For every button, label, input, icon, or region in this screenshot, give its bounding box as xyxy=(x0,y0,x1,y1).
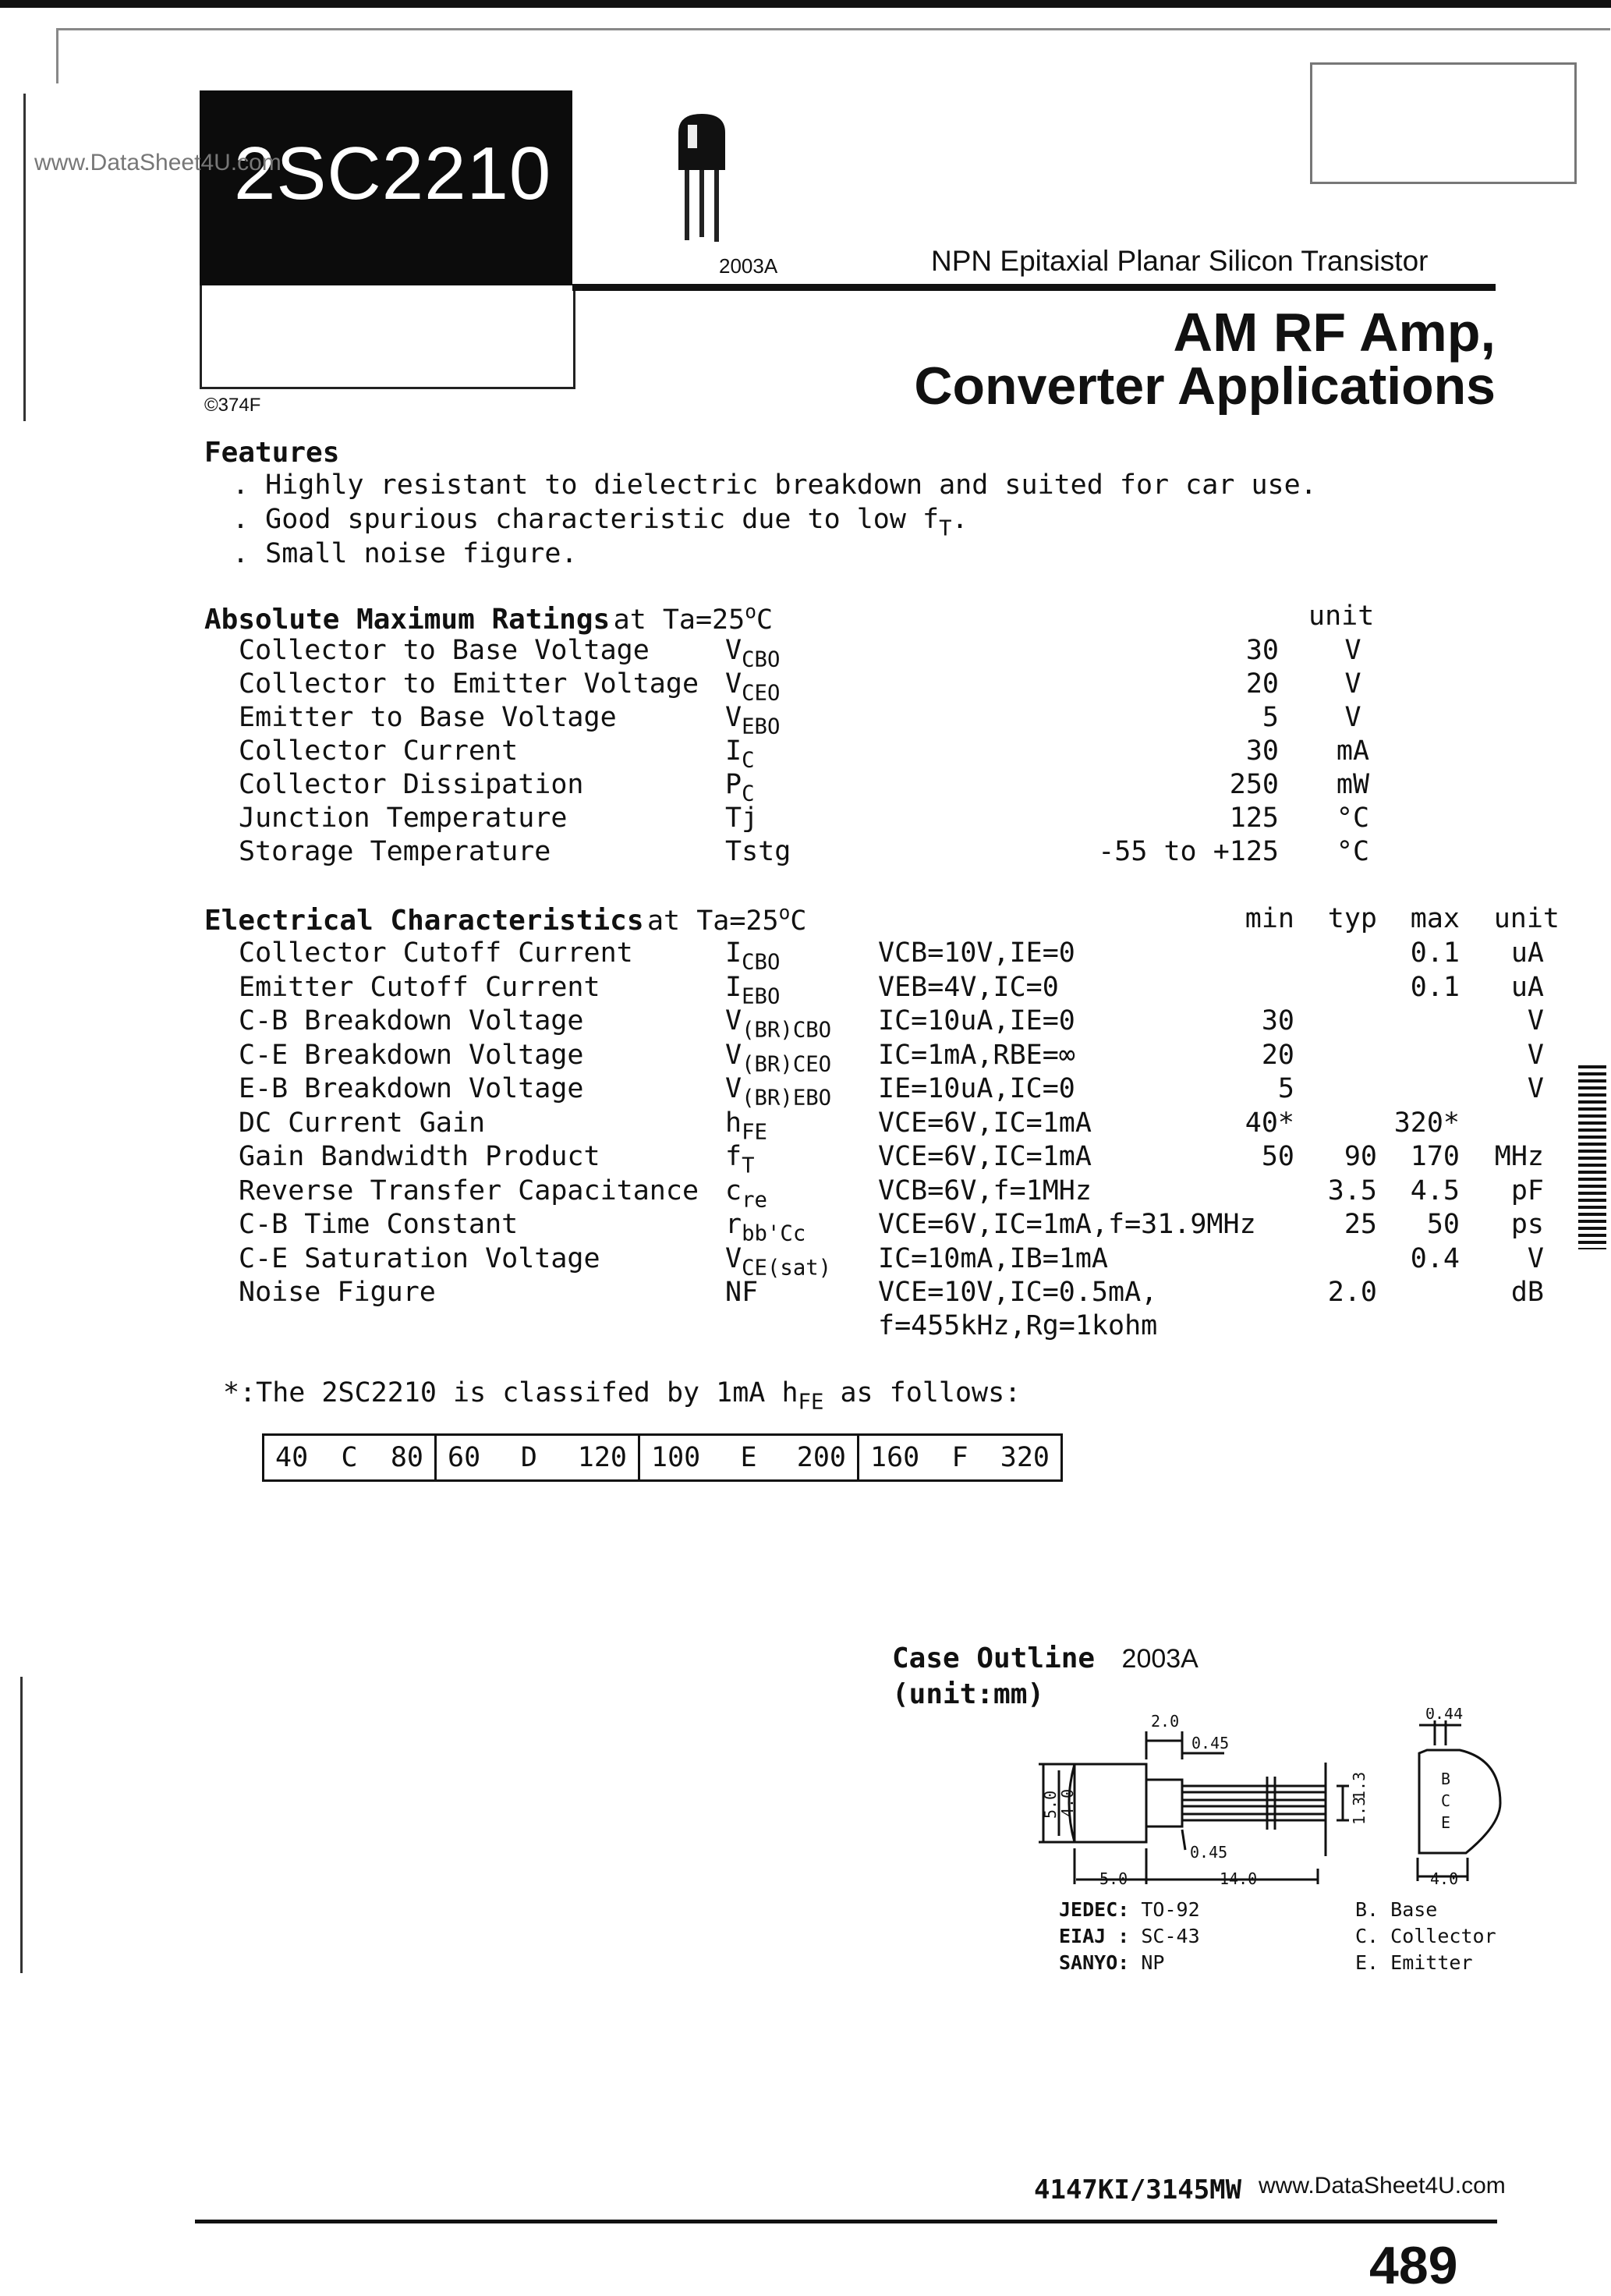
rating-value: 30 xyxy=(1245,635,1279,666)
cond-end: C xyxy=(756,604,774,636)
rank-hi: 320 xyxy=(1000,1442,1050,1473)
title-line-2: Converter Applications xyxy=(914,356,1496,416)
device-description: NPN Epitaxial Planar Silicon Transistor xyxy=(931,245,1429,277)
char-symbol xyxy=(725,1073,832,1111)
char-symbol xyxy=(725,1209,806,1246)
char-name: Emitter Cutoff Current xyxy=(239,972,600,1003)
rank-letter: C xyxy=(341,1442,358,1473)
symbol-sub: bb'Cc xyxy=(742,1221,806,1246)
char-min: 30 xyxy=(1261,1005,1294,1036)
symbol-main: h xyxy=(725,1107,742,1139)
std-value: TO-92 xyxy=(1141,1898,1200,1921)
left-edge-mark xyxy=(23,94,26,421)
footer-watermark: www.DataSheet4U.com xyxy=(1259,2173,1506,2199)
features-heading: Features xyxy=(204,437,340,469)
watermark: www.DataSheet4U.com xyxy=(34,150,281,175)
subtitle-box xyxy=(200,285,575,389)
symbol-sub: (BR)EBO xyxy=(742,1086,832,1111)
dim-label: 0.44 xyxy=(1425,1708,1464,1723)
rating-unit: mA xyxy=(1336,735,1370,767)
rating-value: 30 xyxy=(1245,735,1279,767)
title-line-1: AM RF Amp, xyxy=(1173,302,1496,363)
symbol-main: V xyxy=(725,668,742,700)
char-max: 50 xyxy=(1426,1209,1460,1240)
char-unit: dB xyxy=(1510,1277,1544,1308)
char-unit: MHz xyxy=(1494,1141,1544,1172)
char-condition: VCE=6V,IC=1mA,f=31.9MHz xyxy=(878,1209,1256,1240)
std-row xyxy=(1059,1950,1200,1976)
rating-name: Collector Current xyxy=(239,735,519,767)
dim-label: 1.3 xyxy=(1350,1771,1368,1800)
char-name: Noise Figure xyxy=(239,1277,436,1308)
symbol-main: V xyxy=(725,1243,742,1274)
char-name: C-E Breakdown Voltage xyxy=(239,1040,584,1071)
cond-end: C xyxy=(790,905,807,937)
feature-end: . xyxy=(951,504,968,535)
char-min: 20 xyxy=(1261,1040,1294,1071)
feature-item: . Highly resistant to dielectric breakdown and suited for car use. xyxy=(232,469,1317,501)
rating-value: 250 xyxy=(1229,769,1279,800)
legend-item: C. Collector xyxy=(1355,1925,1496,1947)
symbol-main: I xyxy=(725,972,742,1003)
symbol-sub: re xyxy=(742,1188,767,1213)
char-name: E-B Breakdown Voltage xyxy=(239,1073,584,1104)
char-typ: 2.0 xyxy=(1327,1277,1377,1308)
dim-label: 4.0 xyxy=(1430,1869,1459,1888)
dim-label: 14.0 xyxy=(1220,1869,1258,1888)
char-max: 170 xyxy=(1410,1141,1460,1172)
char-typ: 25 xyxy=(1344,1209,1377,1240)
symbol-sub: FE xyxy=(742,1120,767,1145)
symbol-main: f xyxy=(725,1141,742,1172)
symbol-main: I xyxy=(725,735,742,767)
note-sub: FE xyxy=(798,1390,824,1415)
feature-text: Small noise figure. xyxy=(265,538,578,569)
page-number: 489 xyxy=(1369,2236,1458,2295)
abs-max-cond xyxy=(613,600,774,636)
symbol-main: Tj xyxy=(725,803,759,834)
feature-sub: T xyxy=(939,516,952,541)
col-unit-header: unit xyxy=(1493,903,1560,934)
rank-cell xyxy=(437,1436,640,1479)
abs-max-heading: Absolute Maximum Ratings xyxy=(204,604,611,636)
symbol-sub: C xyxy=(742,781,755,806)
symbol-main: V xyxy=(725,1005,742,1036)
dim-label: 5.0 xyxy=(1041,1790,1060,1819)
char-unit: V xyxy=(1527,1040,1544,1071)
transistor-icon xyxy=(671,109,741,250)
rating-symbol xyxy=(725,803,758,834)
rank-hi: 80 xyxy=(390,1442,423,1473)
hfe-rank-table xyxy=(262,1433,1063,1482)
char-symbol xyxy=(725,1005,832,1043)
symbol-main: Tstg xyxy=(725,836,791,867)
char-condition: IC=10uA,IE=0 xyxy=(878,1005,1075,1036)
char-condition: VCB=10V,IE=0 xyxy=(878,937,1075,969)
dim-label: 5.0 xyxy=(1099,1869,1128,1888)
case-outline-heading-row xyxy=(892,1642,1199,1674)
char-max: 0.1 xyxy=(1410,937,1460,969)
char-symbol xyxy=(725,1243,832,1281)
symbol-main: V xyxy=(725,1040,742,1071)
rating-value: -55 to +125 xyxy=(1098,836,1279,867)
char-condition: IC=1mA,RBE=∞ xyxy=(878,1040,1075,1071)
top-border xyxy=(0,0,1611,8)
char-unit: V xyxy=(1527,1073,1544,1104)
feature-item: . Small noise figure. xyxy=(232,538,578,569)
char-condition: IC=10mA,IB=1mA xyxy=(878,1243,1109,1274)
char-unit: ps xyxy=(1510,1209,1544,1240)
part-number: 2SC2210 xyxy=(234,132,552,215)
symbol-sub: (BR)CEO xyxy=(742,1052,832,1077)
char-condition: IE=10uA,IC=0 xyxy=(878,1073,1075,1104)
case-outline-unit: (unit:mm) xyxy=(892,1678,1045,1710)
rating-name: Collector to Emitter Voltage xyxy=(239,668,699,700)
char-name: C-E Saturation Voltage xyxy=(239,1243,600,1274)
rating-unit: °C xyxy=(1336,836,1370,867)
char-name: DC Current Gain xyxy=(239,1107,486,1139)
footer-code: 4147KI/3145MW xyxy=(1034,2174,1242,2206)
char-unit: V xyxy=(1527,1243,1544,1274)
std-label: EIAJ : xyxy=(1059,1925,1130,1947)
rating-unit: V xyxy=(1344,702,1361,733)
case-outline-code: 2003A xyxy=(1121,1644,1199,1674)
char-unit: V xyxy=(1527,1005,1544,1036)
rank-cell xyxy=(859,1436,1060,1479)
feature-item: . Good spurious characteristic due to low $f_T$. xyxy=(232,504,968,541)
rating-name: Junction Temperature xyxy=(239,803,568,834)
char-name: Gain Bandwidth Product xyxy=(239,1141,600,1172)
symbol-main: c xyxy=(725,1175,742,1206)
col-min-header: min xyxy=(1245,903,1294,934)
pin-label: B xyxy=(1441,1770,1451,1788)
char-condition: VCE=6V,IC=1mA xyxy=(878,1107,1092,1139)
pin-label: C xyxy=(1441,1791,1451,1810)
legend-item: B. Base xyxy=(1355,1898,1438,1921)
package-code: 2003A xyxy=(719,254,778,278)
char-max: 4.5 xyxy=(1410,1175,1460,1206)
symbol-sub: CBO xyxy=(742,950,781,975)
rating-value: 125 xyxy=(1229,803,1279,834)
char-symbol xyxy=(725,1175,767,1213)
col-typ-header: typ xyxy=(1327,903,1377,934)
symbol-main: P xyxy=(725,769,742,800)
rank-cell xyxy=(640,1436,859,1479)
rank-letter: D xyxy=(520,1442,537,1473)
rating-unit: mW xyxy=(1336,769,1370,800)
rating-symbol xyxy=(725,668,781,706)
rating-value: 5 xyxy=(1262,702,1279,733)
symbol-main: V xyxy=(725,1073,742,1104)
classification-note xyxy=(223,1377,1021,1415)
char-condition: VCB=6V,f=1MHz xyxy=(878,1175,1092,1206)
rating-name: Collector to Base Voltage xyxy=(239,635,650,666)
doc-code: ©374F xyxy=(204,395,261,416)
symbol-main: V xyxy=(725,635,742,666)
char-typ: 90 xyxy=(1344,1141,1377,1172)
dim-label: 0.45 xyxy=(1190,1843,1228,1862)
symbol-sub: CEO xyxy=(742,681,781,706)
symbol-sub: EBO xyxy=(742,714,781,739)
dim-label: 2.0 xyxy=(1151,1712,1180,1731)
feature-text: Good spurious characteristic due to low f xyxy=(265,504,940,535)
standards-list xyxy=(1059,1897,1200,1976)
dim-label: 0.45 xyxy=(1191,1734,1230,1752)
note-text: *:The 2SC2210 is classifed by 1mA h xyxy=(223,1377,798,1408)
dim-label: 4.0 xyxy=(1058,1788,1077,1817)
col-max-header: max xyxy=(1410,903,1460,934)
elec-heading-row xyxy=(204,901,807,937)
elec-cond xyxy=(646,901,807,937)
rating-symbol xyxy=(725,836,791,867)
rating-value: 20 xyxy=(1245,668,1279,700)
symbol-sub: EBO xyxy=(742,984,781,1009)
cond-text: at Ta=25 xyxy=(646,905,779,937)
rating-name: Collector Dissipation xyxy=(239,769,584,800)
abs-max-unit-header: unit xyxy=(1308,601,1375,632)
rating-name: Emitter to Base Voltage xyxy=(239,702,617,733)
rank-hi: 120 xyxy=(577,1442,627,1473)
char-symbol xyxy=(725,1141,755,1178)
elec-heading: Electrical Characteristics xyxy=(204,905,644,937)
corner-box xyxy=(1310,62,1577,184)
char-condition: VCE=10V,IC=0.5mA, xyxy=(878,1277,1158,1308)
std-label: SANYO: xyxy=(1059,1951,1130,1974)
symbol-sub: C xyxy=(742,748,755,773)
std-value: SC-43 xyxy=(1141,1925,1200,1947)
std-value: NP xyxy=(1141,1951,1165,1974)
rating-unit: V xyxy=(1344,668,1361,700)
char-symbol xyxy=(725,1277,758,1308)
left-edge-mark xyxy=(20,1677,23,1973)
rank-letter: E xyxy=(740,1442,757,1473)
symbol-main: V xyxy=(725,702,742,733)
symbol-main: I xyxy=(725,937,742,969)
symbol-sub: CE(sat) xyxy=(742,1256,832,1281)
title-rule xyxy=(572,284,1496,291)
rank-cell xyxy=(264,1436,437,1479)
char-max: 0.1 xyxy=(1410,972,1460,1003)
pin-label: E xyxy=(1441,1813,1451,1832)
abs-max-heading-row xyxy=(204,600,774,636)
rating-symbol xyxy=(725,702,781,739)
symbol-sub: CBO xyxy=(742,647,781,672)
symbol-sub: (BR)CBO xyxy=(742,1018,832,1043)
rank-lo: 160 xyxy=(870,1442,920,1473)
rank-hi: 200 xyxy=(796,1442,846,1473)
char-unit: uA xyxy=(1510,937,1544,969)
rating-unit: V xyxy=(1344,635,1361,666)
char-name: Collector Cutoff Current xyxy=(239,937,633,969)
rating-unit: °C xyxy=(1336,803,1370,834)
char-symbol xyxy=(725,1040,832,1077)
rank-lo: 40 xyxy=(275,1442,309,1473)
rank-lo: 100 xyxy=(651,1442,701,1473)
char-typ: 3.5 xyxy=(1327,1175,1377,1206)
case-outline-drawing xyxy=(1029,1708,1528,1895)
feature-text: Highly resistant to dielectric breakdown and suited for car use. xyxy=(265,469,1317,501)
legend-item: E. Emitter xyxy=(1355,1951,1473,1974)
char-min: 5 xyxy=(1277,1073,1294,1104)
char-min: 40* xyxy=(1245,1107,1294,1139)
char-name: C-B Breakdown Voltage xyxy=(239,1005,584,1036)
char-condition: VCE=6V,IC=1mA xyxy=(878,1141,1092,1172)
std-label: JEDEC: xyxy=(1059,1898,1130,1921)
char-max: 320* xyxy=(1393,1107,1460,1139)
char-max: 0.4 xyxy=(1410,1243,1460,1274)
rating-symbol xyxy=(725,735,755,773)
char-symbol xyxy=(725,937,781,975)
char-name: Reverse Transfer Capacitance xyxy=(239,1175,699,1206)
char-min: 50 xyxy=(1261,1141,1294,1172)
rating-name: Storage Temperature xyxy=(239,836,551,867)
rank-lo: 60 xyxy=(448,1442,481,1473)
cond-text: at Ta=25 xyxy=(613,604,745,636)
symbol-main: r xyxy=(725,1209,742,1240)
symbol-main: NF xyxy=(725,1277,759,1308)
char-unit: uA xyxy=(1510,972,1544,1003)
char-symbol xyxy=(725,972,781,1009)
nf-condition-2: f=455kHz,Rg=1kohm xyxy=(878,1310,1158,1341)
edge-barcode xyxy=(1578,1065,1606,1249)
note-end: as follows: xyxy=(823,1377,1021,1408)
std-row xyxy=(1059,1897,1200,1923)
dim-label: 1.3 xyxy=(1350,1796,1368,1825)
std-row xyxy=(1059,1923,1200,1950)
case-outline-heading: Case Outline xyxy=(892,1642,1096,1674)
cond-sup: o xyxy=(778,901,791,924)
rating-symbol xyxy=(725,769,755,806)
char-unit: pF xyxy=(1510,1175,1544,1206)
char-condition: VEB=4V,IC=0 xyxy=(878,972,1059,1003)
cond-sup: o xyxy=(745,600,756,623)
rating-symbol xyxy=(725,635,781,672)
rank-letter: F xyxy=(951,1442,968,1473)
symbol-sub: T xyxy=(742,1153,755,1178)
pin-legend xyxy=(1355,1897,1496,1976)
char-name: C-B Time Constant xyxy=(239,1209,519,1240)
char-symbol xyxy=(725,1107,767,1145)
footer-rule xyxy=(195,2220,1497,2223)
